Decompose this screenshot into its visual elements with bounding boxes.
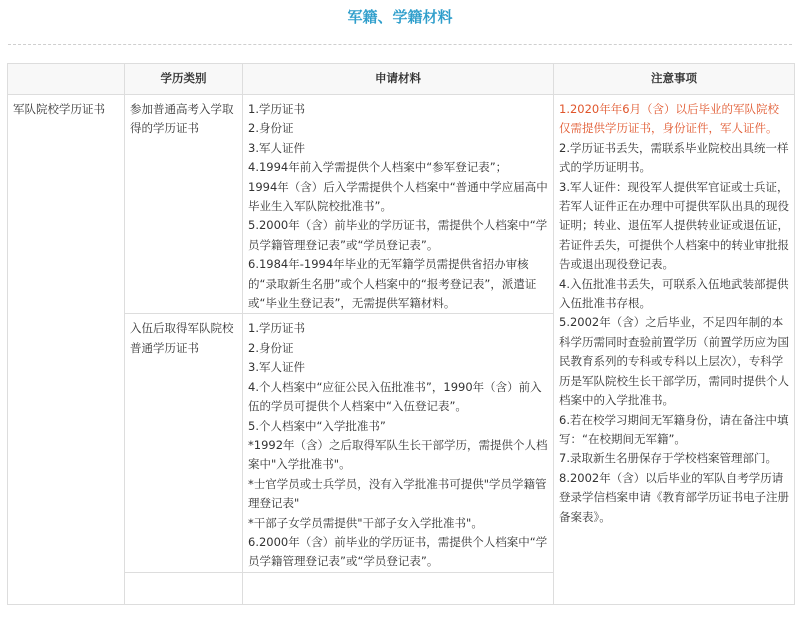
materials-cell bbox=[243, 314, 554, 572]
material-item: 3.军人证件 bbox=[248, 140, 305, 155]
note-item: 2.学历证书丢失，需联系毕业院校出具统一样式的学历证明书。 bbox=[559, 140, 789, 175]
title-divider bbox=[8, 44, 792, 45]
empty-cell bbox=[243, 572, 554, 604]
note-item: 7.录取新生名册保存于学校档案管理部门。 bbox=[559, 451, 777, 466]
material-item: 1.学历证书 bbox=[248, 321, 305, 336]
header-materials: 申请材料 bbox=[243, 64, 554, 95]
material-item: 5.2000年（含）前毕业的学历证书，需提供个人档案中“学员学籍管理登记表”或“学员登记表”。 bbox=[248, 218, 548, 252]
subcategory-cell: 参加普通高考入学取得的学历证书 bbox=[125, 95, 243, 314]
note-item: 3.军人证件：现役军人提供军官证或士兵证，若军人证件正在办理中可提供军队出具的现役证明；转业、退伍军人提供转业证或退伍证，若证件丢失，可提供个人档案中的转业审批报告或退出现役登记表。 bbox=[559, 179, 789, 272]
material-item: 4.1994年前入学需提供个人档案中“参军登记表”； bbox=[248, 160, 508, 175]
header-notes: 注意事项 bbox=[554, 64, 795, 95]
material-item: 3.军人证件 bbox=[248, 360, 305, 375]
note-item: 5.2002年（含）之后毕业，不足四年制的本科学历需同时查验前置学历（前置学历应为国民教育系列的专科或专科以上层次），专科学历是军队院校生长干部学历，需同时提供个人档案中的入学批准书。 bbox=[559, 315, 789, 408]
header-category: 学历类别 bbox=[125, 64, 243, 95]
material-item: 1994年（含）后入学需提供个人档案中“普通中学应届高中毕业生入军队院校批准书”。 bbox=[248, 179, 548, 214]
material-item: 4.个人档案中“应征公民入伍批准书”，1990年（含）前入伍的学员可提供个人档案中“入伍登记表”。 bbox=[248, 379, 542, 414]
page-title: 军籍、学籍材料 bbox=[347, 8, 453, 26]
material-item: *干部子女学员需提供"干部子女入学批准书"。 bbox=[248, 515, 483, 530]
material-item: 5.个人档案中“入学批准书” bbox=[248, 418, 386, 433]
material-item: 6.1984年-1994年毕业的无军籍学员需提供省招办审核的“录取新生名册”或个人档案中的“报考登记表”，派遣证或“毕业生登记表”，无需提供军籍材料。 bbox=[248, 257, 537, 311]
empty-cell bbox=[125, 572, 243, 604]
material-item: *1992年（含）之后取得军队生长干部学历，需提供个人档案中"入学批准书"。 bbox=[248, 437, 548, 472]
materials-cell bbox=[243, 95, 554, 314]
notes-cell bbox=[554, 95, 795, 605]
note-item: 4.入伍批准书丢失，可联系入伍地武装部提供入伍批准书存根。 bbox=[559, 276, 789, 311]
table-row bbox=[8, 95, 795, 314]
material-item: 2.身份证 bbox=[248, 121, 294, 136]
material-item: 1.学历证书 bbox=[248, 102, 305, 116]
material-item: 6.2000年（含）前毕业的学历证书，需提供个人档案中“学员学籍管理登记表”或“学员登记表”。 bbox=[248, 534, 548, 569]
subcategory-cell: 入伍后取得军队院校普通学历证书 bbox=[125, 314, 243, 572]
note-item-highlight: 1.2020年年6月（含）以后毕业的军队院校仅需提供学历证书，身份证件，军人证件。 bbox=[559, 102, 780, 136]
note-item: 6.若在校学习期间无军籍身份，请在备注中填写：“在校期间无军籍”。 bbox=[559, 412, 789, 446]
category-cell: 军队院校学历证书 bbox=[8, 95, 125, 605]
note-item: 8.2002年（含）以后毕业的军队自考学历请登录学信档案申请《教育部学历证书电子注册备案表》。 bbox=[559, 470, 789, 524]
materials-table bbox=[7, 63, 795, 605]
table-header-row bbox=[8, 64, 795, 95]
material-item: *士官学员或士兵学员，没有入学批准书可提供"学员学籍管理登记表" bbox=[248, 476, 547, 511]
header-blank bbox=[8, 64, 125, 95]
material-item: 2.身份证 bbox=[248, 340, 294, 355]
